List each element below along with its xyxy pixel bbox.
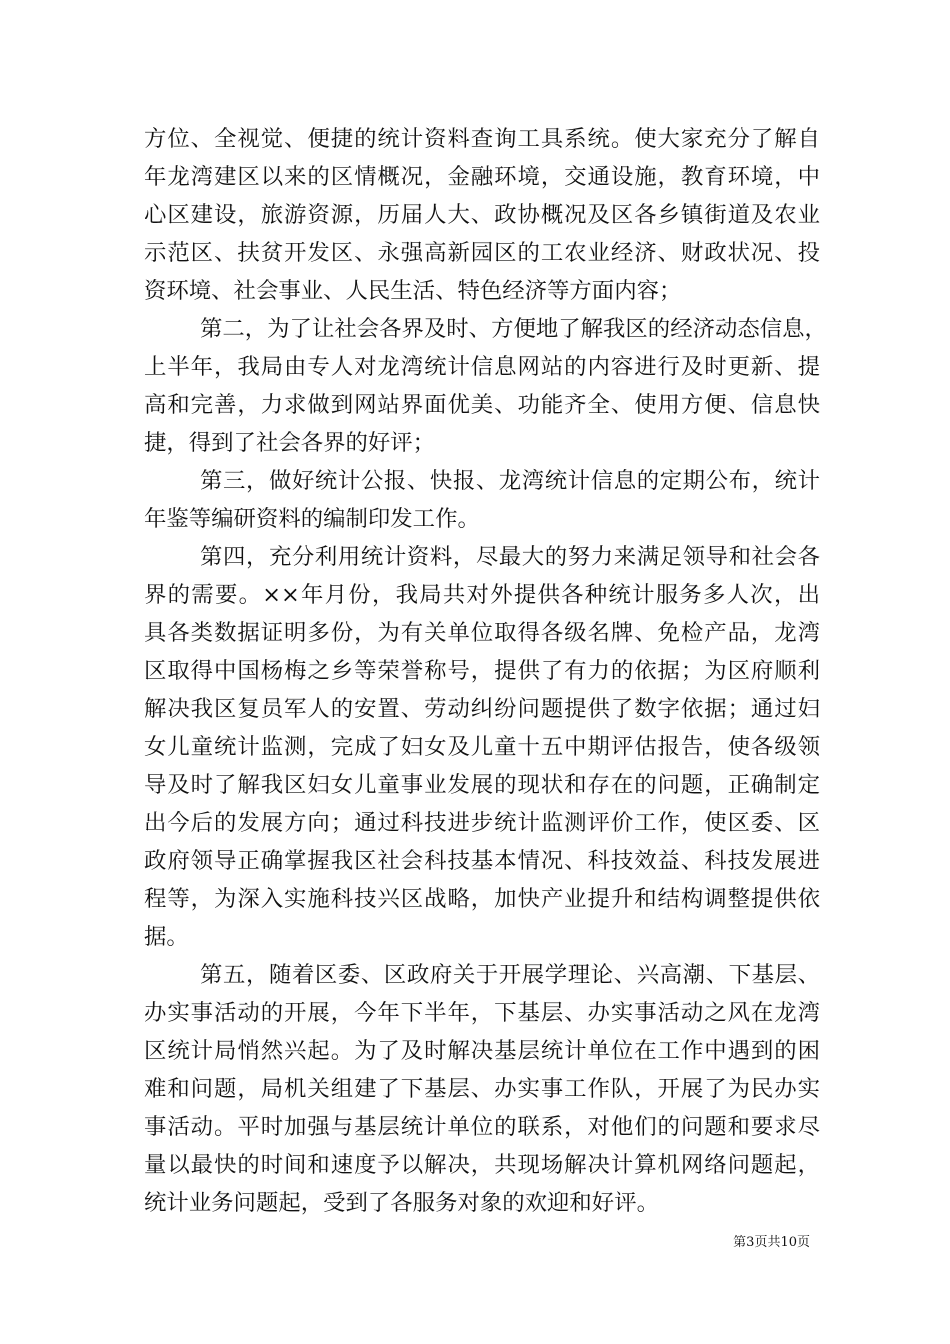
text-line: 界的需要。××年月份，我局共对外提供各种统计服务多人次，出 (144, 582, 820, 608)
text-line: 政府领导正确掌握我区社会科技基本情况、科技效益、科技发展进 (144, 848, 820, 874)
text-line: 统计业务问题起，受到了各服务对象的欢迎和好评。 (144, 1190, 659, 1216)
text-line: 出今后的发展方向；通过科技进步统计监测评价工作，使区委、区 (144, 810, 820, 836)
text-line: 上半年，我局由专人对龙湾统计信息网站的内容进行及时更新、提 (144, 354, 820, 380)
text-line: 资环境、社会事业、人民生活、特色经济等方面内容； (144, 278, 682, 304)
page-number: 第3页共10页 (733, 1235, 810, 1250)
text-line: 示范区、扶贫开发区、永强高新园区的工农业经济、财政状况、投 (144, 240, 820, 266)
text-line: 程等，为深入实施科技兴区战略，加快产业提升和结构调整提供依 (144, 886, 820, 912)
text-line: 解决我区复员军人的安置、劳动纠纷问题提供了数字依据；通过妇 (144, 696, 820, 722)
text-line: 年鉴等编研资料的编制印发工作。 (144, 506, 480, 532)
text-line: 第五，随着区委、区政府关于开展学理论、兴高潮、下基层、 (200, 962, 820, 988)
text-line: 具各类数据证明多份，为有关单位取得各级名牌、免检产品，龙湾 (144, 620, 820, 646)
text-line: 第四，充分利用统计资料，尽最大的努力来满足领导和社会各 (200, 544, 820, 570)
text-line: 年龙湾建区以来的区情概况，金融环境，交通设施，教育环境，中 (144, 164, 820, 190)
text-line: 区统计局悄然兴起。为了及时解决基层统计单位在工作中遇到的困 (144, 1038, 820, 1064)
text-line: 捷，得到了社会各界的好评； (144, 430, 436, 456)
text-line: 难和问题，局机关组建了下基层、办实事工作队，开展了为民办实 (144, 1076, 820, 1102)
text-line: 高和完善，力求做到网站界面优美、功能齐全、使用方便、信息快 (144, 392, 820, 418)
paragraph (144, 310, 827, 462)
text-line: 导及时了解我区妇女儿童事业发展的现状和存在的问题，正确制定 (144, 772, 820, 798)
paragraph (144, 956, 820, 1222)
text-line: 女儿童统计监测，完成了妇女及儿童十五中期评估报告，使各级领 (144, 734, 820, 760)
text-line: 心区建设，旅游资源，历届人大、政协概况及区各乡镇街道及农业 (144, 202, 820, 228)
document-body (144, 120, 827, 1222)
text-line: 方位、全视觉、便捷的统计资料查询工具系统。使大家充分了解自 (144, 126, 820, 152)
text-line: 办实事活动的开展，今年下半年，下基层、办实事活动之风在龙湾 (144, 1000, 820, 1026)
text-line: 区取得中国杨梅之乡等荣誉称号，提供了有力的依据；为区府顺利 (144, 658, 820, 684)
paragraph (144, 120, 820, 310)
text-line: 事活动。平时加强与基层统计单位的联系，对他们的问题和要求尽 (144, 1114, 820, 1140)
paragraph (144, 538, 820, 956)
text-line: 第三，做好统计公报、快报、龙湾统计信息的定期公布，统计 (200, 468, 820, 494)
text-line: 量以最快的时间和速度予以解决，共现场解决计算机网络问题起， (144, 1152, 820, 1178)
paragraph (144, 462, 820, 538)
text-line: 据。 (144, 924, 189, 950)
text-line: 第二，为了让社会各界及时、方便地了解我区的经济动态信息， (200, 316, 827, 342)
